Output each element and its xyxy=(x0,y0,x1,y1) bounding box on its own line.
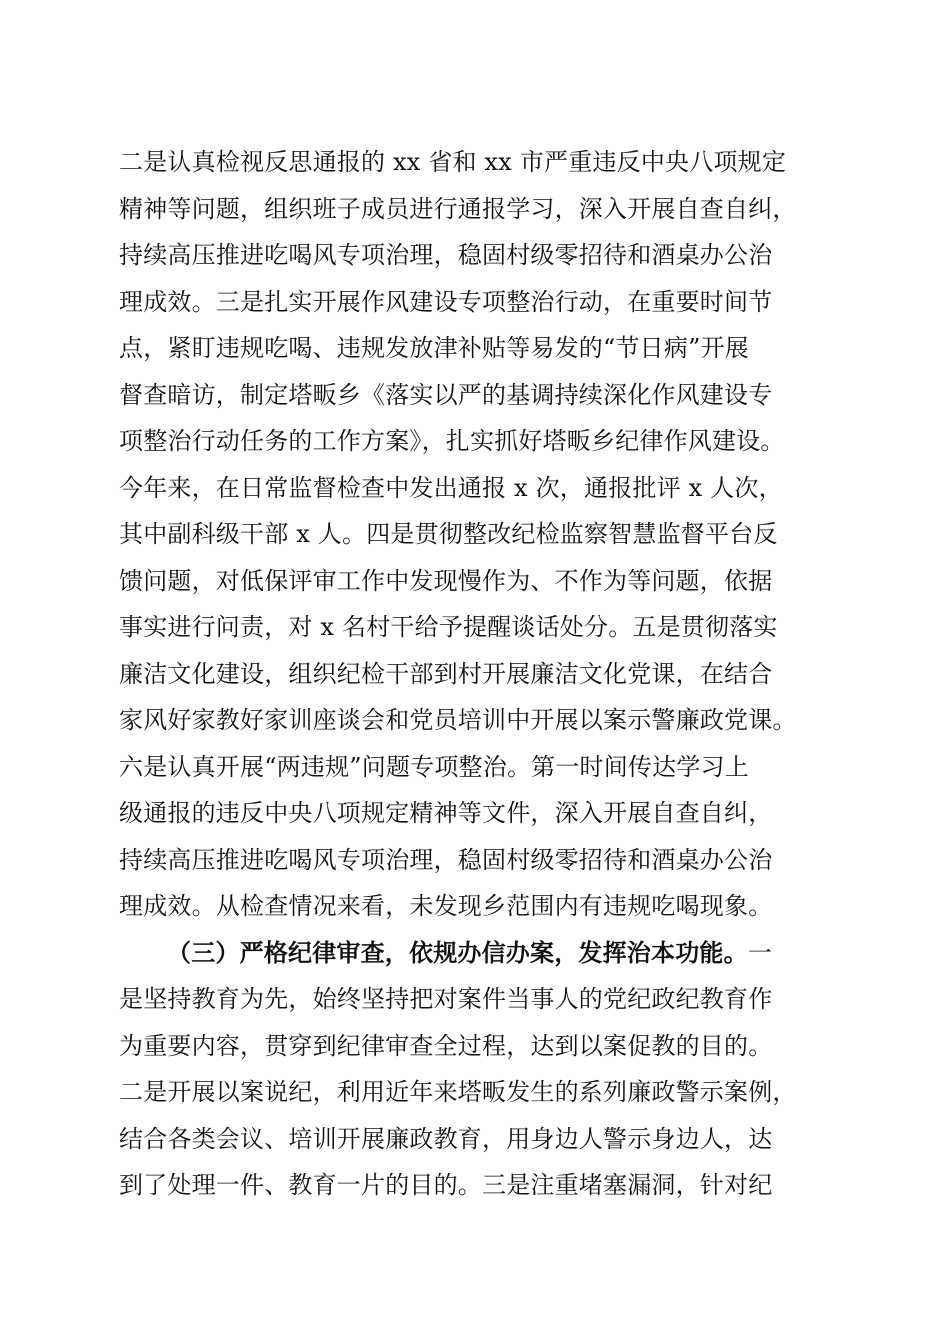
paragraph-line: 到了处理一件、教育一片的目的。三是注重堵塞漏洞，针对纪 xyxy=(119,1171,773,1199)
paragraph-line: 级通报的违反中央八项规定精神等文件，深入开展自查自纠， xyxy=(119,799,773,827)
paragraph-line: 持续高压推进吃喝风专项治理，稳固村级零招待和酒桌办公治 xyxy=(119,846,773,874)
paragraph-line: 馈问题，对低保评审工作中发现慢作为、不作为等问题，依据 xyxy=(119,567,773,595)
paragraph-line: 今年来，在日常监督检查中发出通报 x 次，通报批评 x 人次， xyxy=(119,474,783,502)
paragraph-line: 六是认真开展“两违规”问题专项整治。第一时间传达学习上 xyxy=(119,753,749,781)
paragraph-line: 督查暗访，制定塔畈乡《落实以严的基调持续深化作风建设专 xyxy=(119,381,773,409)
paragraph-line: 其中副科级干部 x 人。四是贯彻整改纪检监察智慧监督平台反 xyxy=(119,520,778,548)
paragraph-line: 点，紧盯违规吃喝、违规发放津补贴等易发的“节日病”开展 xyxy=(119,334,749,362)
section-heading: （三）严格纪律审查，依规办信办案，发挥治本功能。 xyxy=(167,939,748,967)
paragraph-line: 二是认真检视反思通报的 xx 省和 xx 市严重违反中央八项规定 xyxy=(119,148,787,176)
paragraph-line: 理成效。从检查情况来看，未发现乡范围内有违规吃喝现象。 xyxy=(119,892,773,920)
section-heading-line xyxy=(167,938,907,968)
paragraph-line: 持续高压推进吃喝风专项治理，稳固村级零招待和酒桌办公治 xyxy=(119,241,773,269)
paragraph-line: 廉洁文化建设，组织纪检干部到村开展廉洁文化党课，在结合 xyxy=(119,660,773,688)
section-heading-tail: 一 xyxy=(747,939,773,967)
paragraph-line: 理成效。三是扎实开展作风建设专项整治行动，在重要时间节 xyxy=(119,288,773,316)
paragraph-line: 结合各类会议、培训开展廉政教育，用身边人警示身边人，达 xyxy=(119,1125,773,1153)
paragraph-line: 精神等问题，组织班子成员进行通报学习，深入开展自查自纠， xyxy=(119,195,797,223)
paragraph-line: 为重要内容，贯穿到纪律审查全过程，达到以案促教的目的。 xyxy=(119,1032,773,1060)
paragraph-line: 二是开展以案说纪，利用近年来塔畈发生的系列廉政警示案例， xyxy=(119,1078,797,1106)
paragraph-line: 是坚持教育为先，始终坚持把对案件当事人的党纪政纪教育作 xyxy=(119,985,773,1013)
paragraph-line: 事实进行问责，对 x 名村干给予提醒谈话处分。五是贯彻落实 xyxy=(119,613,778,641)
paragraph-line: 项整治行动任务的工作方案》，扎实抓好塔畈乡纪律作风建设。 xyxy=(119,427,785,455)
paragraph-line: 家风好家教好家训座谈会和党员培训中开展以案示警廉政党课。 xyxy=(119,706,797,734)
